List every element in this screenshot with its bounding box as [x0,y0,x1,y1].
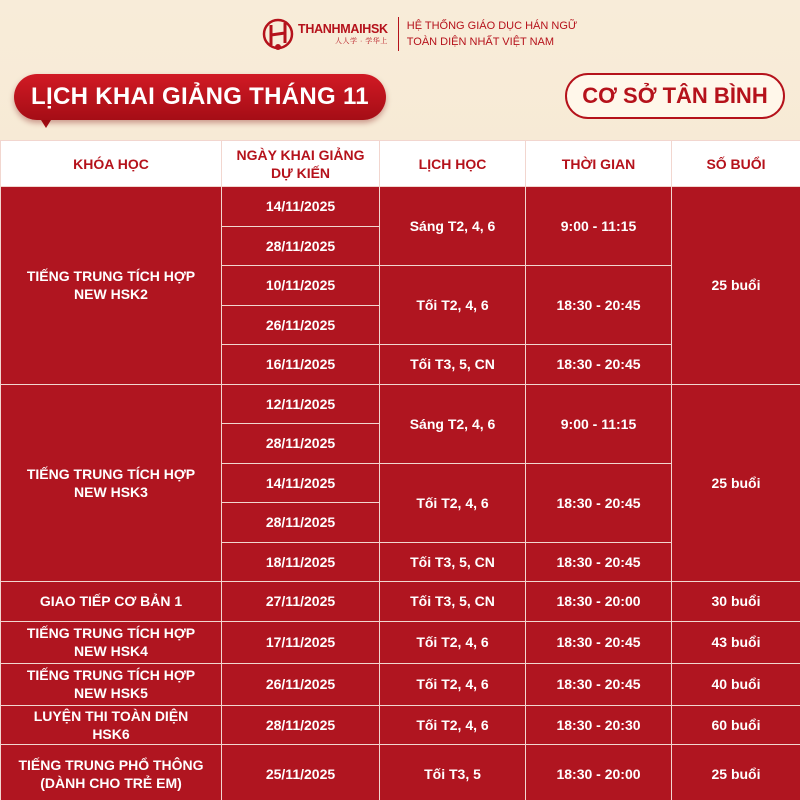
start-date-cell: 26/11/2025 [222,663,380,705]
time-cell: 18:30 - 20:45 [526,542,672,582]
header-time: THỜI GIAN [526,141,672,187]
start-date-cell: 28/11/2025 [222,503,380,543]
course-name-line2: NEW HSK5 [74,685,148,701]
schedule-cell: Tối T3, 5, CN [380,542,526,582]
course-cell [1,187,222,385]
header-start-date [222,141,380,187]
schedule-cell: Tối T2, 4, 6 [380,663,526,705]
course-name-line2: NEW HSK3 [74,483,148,500]
tagline-line1: HỆ THỐNG GIÁO DỤC HÁN NGỮ [406,20,578,32]
time-cell: 18:30 - 20:00 [526,745,672,800]
start-date-cell: 14/11/2025 [222,187,380,227]
start-date-cell: 28/11/2025 [222,226,380,266]
course-cell [1,384,222,582]
schedule-table [0,140,800,800]
schedule-cell: Tối T3, 5, CN [380,345,526,385]
course-name-line1: TIẾNG TRUNG TÍCH HỢP [26,268,196,285]
start-date-cell: 28/11/2025 [222,705,380,745]
brand-header [262,12,577,56]
tagline-line2: TOÀN DIỆN NHẤT VIỆT NAM [406,36,555,48]
time-cell: 9:00 - 11:15 [526,384,672,463]
schedule-cell: Sáng T2, 4, 6 [380,384,526,463]
table-row [1,384,800,424]
schedule-cell: Tối T2, 4, 6 [380,705,526,745]
start-date-cell: 12/11/2025 [222,384,380,424]
sessions-cell: 60 buổi [672,705,800,745]
schedule-cell: Sáng T2, 4, 6 [380,187,526,266]
header-start-date-line2: DỰ KIẾN [270,164,331,181]
start-date-cell: 27/11/2025 [222,582,380,622]
table-row [1,582,800,622]
sessions-cell: 43 buổi [672,621,800,663]
course-name-line2: (DÀNH CHO TRẺ EM) [40,774,182,791]
time-cell: 18:30 - 20:45 [526,345,672,385]
schedule-cell: Tối T3, 5, CN [380,582,526,622]
sessions-cell: 40 buổi [672,663,800,705]
course-cell: GIAO TIẾP CƠ BẢN 1 [1,582,222,622]
course-name-line1: TIẾNG TRUNG TÍCH HỢP [26,667,196,683]
course-name-line1: TIẾNG TRUNG PHỔ THÔNG [18,756,204,773]
time-cell: 9:00 - 11:15 [526,187,672,266]
start-date-cell: 10/11/2025 [222,266,380,306]
table-row [1,187,800,227]
brand-slogan: 人人学 · 学华上 [335,38,388,45]
schedule-cell: Tối T2, 4, 6 [380,463,526,542]
logo-icon [262,15,294,53]
time-cell: 18:30 - 20:45 [526,463,672,542]
header-schedule: LỊCH HỌC [380,141,526,187]
brand-name: THANHMAIHSK [298,22,388,36]
table-row [1,705,800,745]
schedule-cell: Tối T2, 4, 6 [380,266,526,345]
start-date-cell: 26/11/2025 [222,305,380,345]
start-date-cell: 18/11/2025 [222,542,380,582]
start-date-cell: 17/11/2025 [222,621,380,663]
time-cell: 18:30 - 20:45 [526,663,672,705]
table-row [1,621,800,663]
sessions-cell: 25 buổi [672,187,800,385]
schedule-cell: Tối T3, 5 [380,745,526,800]
brand-divider [398,17,399,51]
time-cell: 18:30 - 20:45 [526,266,672,345]
logo-text [298,22,388,46]
course-cell [1,663,222,705]
course-name-line1: TIẾNG TRUNG TÍCH HỢP [26,625,196,641]
schedule-cell: Tối T2, 4, 6 [380,621,526,663]
course-cell [1,745,222,800]
sessions-cell: 30 buổi [672,582,800,622]
header-course: KHÓA HỌC [1,141,222,187]
table-row [1,745,800,800]
brand-tagline [407,18,578,50]
table-row [1,663,800,705]
header-start-date-line1: NGÀY KHAI GIẢNG [236,146,365,163]
course-name-line2: NEW HSK4 [74,643,148,659]
course-name-line2: NEW HSK2 [74,286,148,303]
time-cell: 18:30 - 20:45 [526,621,672,663]
course-cell [1,621,222,663]
start-date-cell: 25/11/2025 [222,745,380,800]
start-date-cell: 14/11/2025 [222,463,380,503]
start-date-cell: 28/11/2025 [222,424,380,464]
sessions-cell: 25 buổi [672,384,800,582]
time-cell: 18:30 - 20:30 [526,705,672,745]
branch-label: CƠ SỞ TÂN BÌNH [565,73,785,119]
page-title: LỊCH KHAI GIẢNG THÁNG 11 [14,74,386,120]
course-cell: LUYỆN THI TOÀN DIỆN HSK6 [1,705,222,745]
table-header-row [1,141,800,187]
course-name-line1: TIẾNG TRUNG TÍCH HỢP [26,465,196,482]
time-cell: 18:30 - 20:00 [526,582,672,622]
header-sessions: SỐ BUỔI [672,141,800,187]
start-date-cell: 16/11/2025 [222,345,380,385]
sessions-cell: 25 buổi [672,745,800,800]
